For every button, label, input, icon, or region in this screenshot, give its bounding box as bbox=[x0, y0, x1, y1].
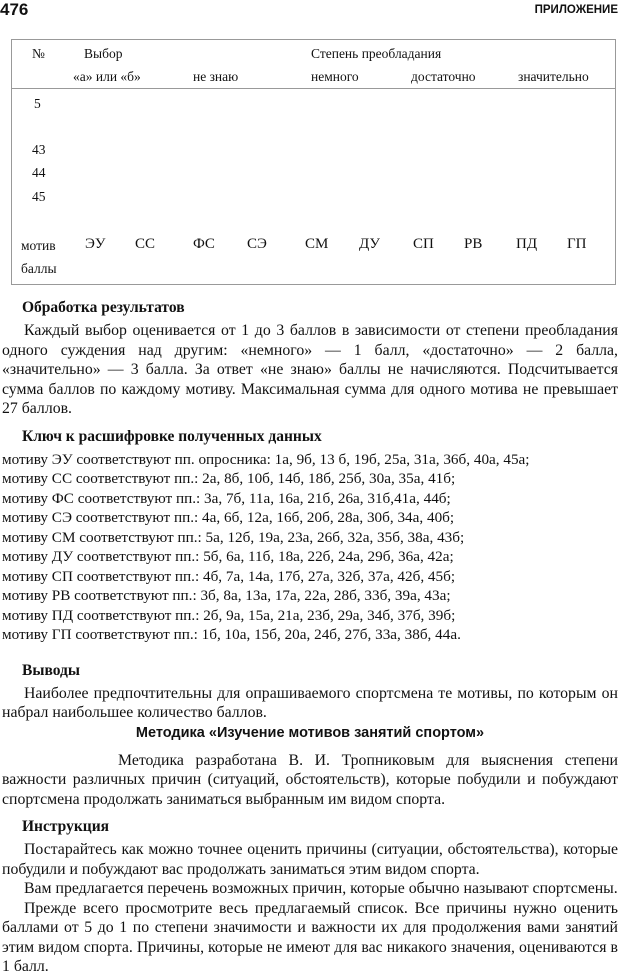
motive-label: мотив bbox=[21, 238, 56, 253]
key-line: мотиву ЭУ соответствуют пп. опросника: 1а, 9б, 13 б, 19б, 25а, 31а, 36б, 40а, 45а; bbox=[2, 450, 530, 468]
instruction-paragraph: Вам предлагается перечень возможных причин, которые обычно называют спортсмены. bbox=[24, 880, 618, 897]
col-choice-subheader: «а» или «б» bbox=[73, 69, 141, 84]
key-heading: Ключ к расшифровке полученных данных bbox=[22, 427, 322, 445]
degree-none: не знаю bbox=[193, 69, 239, 84]
running-title: ПРИЛОЖЕНИЕ bbox=[534, 4, 618, 16]
conclusions-heading: Выводы bbox=[22, 661, 80, 679]
motive-gp: ГП bbox=[567, 236, 587, 252]
motive-du: ДУ bbox=[359, 236, 381, 252]
answer-table bbox=[11, 39, 616, 285]
key-line: мотиву СС соответствуют пп.: 2а, 8б, 10б, 14б, 18б, 25б, 30а, 35а, 41б; bbox=[2, 470, 456, 487]
instruction-paragraph: Прежде всего просмотрите весь предлагаемый список. Все причины нужно оценить баллами от 5 до 1 по степени значимости и важности их для продолжения вами занятий этим видом спорта. Причины, которые не имеют для вас никакого значения, оцениваются в 1 балл. bbox=[2, 899, 618, 975]
conclusions-text: Наиболее предпочтительны для опрашиваемого спортсмена те мотивы, по которым он набрал наибольшее количество баллов. bbox=[2, 684, 618, 721]
motive-se: СЭ bbox=[247, 236, 267, 252]
motive-sp: СП bbox=[413, 236, 434, 252]
motive-sm: СМ bbox=[305, 236, 329, 252]
motive-ss: СС bbox=[135, 236, 156, 252]
key-line: мотиву ГП соответствуют пп.: 1б, 10а, 15б, 20а, 24б, 27б, 33а, 38б, 44а. bbox=[2, 626, 461, 643]
degree-much: значительно bbox=[518, 69, 589, 84]
motive-eu: ЭУ bbox=[85, 236, 106, 252]
method-heading: Методика «Изучение мотивов занятий спортом» bbox=[135, 724, 485, 741]
degree-little: немного bbox=[311, 69, 359, 84]
key-line: мотиву РВ соответствуют пп.: 3б, 8а, 13а, 17а, 22а, 28б, 33б, 39а, 43а; bbox=[2, 587, 451, 604]
processing-text: Каждый выбор оценивается от 1 до 3 баллов в зависимости от степени преобладания одного суждения над другим: «немного» — 1 балл, «достаточно» — 2 балла, «значительно» — 3 балла. За ответ «не знаю» баллы не начисляются. Подсчитывается сумма баллов по каждому мотиву. Максимальная сумма для одного мотива не превышает 27 баллов. bbox=[2, 322, 618, 417]
col-number-header: № bbox=[32, 46, 45, 61]
row-number: 5 bbox=[34, 96, 41, 111]
row-number: 44 bbox=[32, 165, 46, 180]
col-choice-header: Выбор bbox=[84, 46, 123, 61]
degree-enough: достаточно bbox=[411, 69, 476, 84]
page-number: 476 bbox=[0, 0, 29, 19]
key-line: мотиву СМ соответствуют пп.: 5а, 12б, 19а, 23а, 26б, 32а, 35б, 38а, 43б; bbox=[2, 528, 465, 546]
row-number: 43 bbox=[32, 142, 46, 157]
method-text: Методика разработана В. И. Тропниковым для выяснения степени важности различных причин (ситуаций, обстоятельств), которые побудили и побуждают спортсмена продолжать заниматься выбранным им видом спорта. bbox=[2, 751, 618, 808]
key-line: мотиву ДУ соответствуют пп.: 5б, 6а, 11б, 18а, 22б, 24а, 29б, 36а, 42а; bbox=[2, 548, 454, 565]
header-divider bbox=[12, 88, 615, 89]
key-line: мотиву СЭ соответствуют пп.: 4а, 6б, 12а, 16б, 20б, 28а, 30б, 34а, 40б; bbox=[2, 509, 455, 526]
body-text bbox=[2, 298, 618, 977]
motive-rv: РВ bbox=[464, 236, 483, 252]
motive-pd: ПД bbox=[516, 236, 538, 252]
key-line: мотиву ПД соответствуют пп.: 2б, 9а, 15а, 21а, 23б, 29а, 34б, 37б, 39б; bbox=[2, 606, 456, 624]
processing-heading: Обработка результатов bbox=[22, 299, 185, 316]
key-line: мотиву ФС соответствуют пп.: 3а, 7б, 11а, 16а, 21б, 26а, 31б,41а, 44б; bbox=[2, 489, 451, 507]
score-label: баллы bbox=[21, 261, 57, 276]
instruction-heading: Инструкция bbox=[22, 818, 110, 835]
col-degree-header: Степень преобладания bbox=[311, 46, 442, 61]
row-number: 45 bbox=[32, 189, 46, 204]
motive-fs: ФС bbox=[193, 236, 215, 252]
instruction-paragraph: Постарайтесь как можно точнее оценить причины (ситуации, обстоятельства), которые побудили и побуждают вас продолжать заниматься этим видом спорта. bbox=[2, 841, 618, 878]
key-line: мотиву СП соответствуют пп.: 4б, 7а, 14а, 17б, 27а, 32б, 37а, 42б, 45б; bbox=[2, 567, 456, 585]
